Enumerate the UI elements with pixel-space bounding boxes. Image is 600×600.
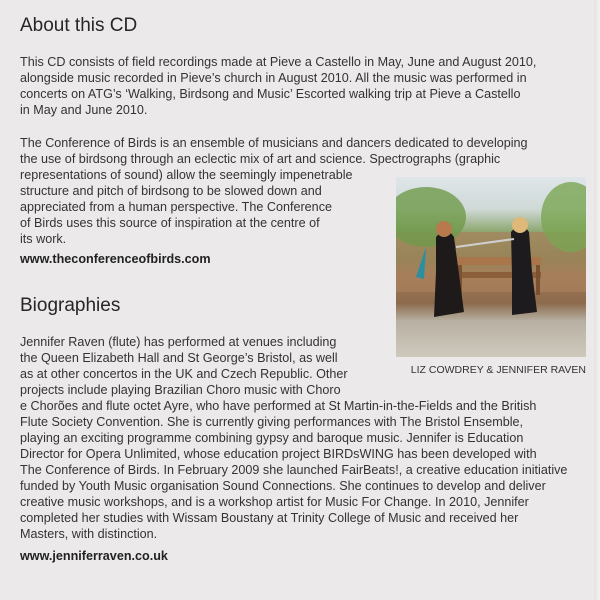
text-line: The Conference of Birds is an ensemble of musicians and dancers dedicated to developing	[20, 136, 528, 150]
text-line: funded by Youth Music organisation Sound Connections. She continues to develop and deliver	[20, 479, 546, 493]
text-line: alongside music recorded in Pieve’s church in August 2010. All the music was performed in	[20, 71, 527, 85]
about-heading: About this CD	[20, 15, 138, 36]
text-line: its work.	[20, 232, 67, 246]
text-line: concerts on ATG’s ‘Walking, Birdsong and Music’ Escorted walking trip at Pieve a Castello	[20, 87, 521, 101]
text-line: the Queen Elizabeth Hall and St George’s Bristol, as well	[20, 351, 338, 365]
photo-illustration	[396, 177, 586, 357]
text-line: This CD consists of field recordings made at Pieve a Castello in May, June and August 2010,	[20, 55, 537, 69]
text-line: Flute Society Convention. She is currently giving performances with The Bristol Ensemble,	[20, 415, 524, 429]
text-line: Masters, with distinction.	[20, 527, 158, 541]
text-line: representations of sound) allow the seemingly impenetrable	[20, 168, 353, 182]
conference-of-birds-link[interactable]: www.theconferenceofbirds.com	[20, 252, 211, 266]
text-line: Jennifer Raven (flute) has performed at venues including	[20, 335, 337, 349]
text-line: completed her studies with Wissam Boustany at Trinity College of Music and received her	[20, 511, 519, 525]
photo-caption: LIZ COWDREY & JENNIFER RAVEN	[410, 364, 586, 376]
text-line: Director for Opera Unlimited, whose education project BIRDsWING has been developed with	[20, 447, 537, 461]
about-paragraph-1	[20, 54, 536, 118]
jennifer-raven-link[interactable]: www.jenniferraven.co.uk	[20, 549, 168, 563]
biography-paragraph	[20, 334, 567, 542]
text-line: The Conference of Birds. In February 2009 she launched FairBeats!, a creative education initiative	[20, 463, 568, 477]
text-line: as at other concertos in the UK and Czech Republic. Other	[20, 367, 348, 381]
text-line: e Chorões and flute octet Ayre, who have performed at St Martin-in-the-Fields and the British	[20, 399, 537, 413]
text-line: playing an exciting programme combining gypsy and baroque music. Jennifer is Education	[20, 431, 524, 445]
text-line: structure and pitch of birdsong to be slowed down and	[20, 184, 322, 198]
text-line: in May and June 2010.	[20, 103, 148, 117]
text-line: appreciated from a human perspective. The Conference	[20, 200, 332, 214]
text-line: of Birds uses this source of inspiration at the centre of	[20, 216, 320, 230]
text-line: projects include playing Brazilian Choro music with Choro	[20, 383, 341, 397]
text-line: creative music workshops, and is a workshop artist for Music For Change. In 2010, Jennifer	[20, 495, 529, 509]
page-edge	[594, 0, 600, 600]
biographies-heading: Biographies	[20, 295, 121, 316]
text-line: the use of birdsong through an eclectic mix of art and science. Spectrographs (graphic	[20, 152, 501, 166]
musicians-photo	[396, 177, 586, 357]
